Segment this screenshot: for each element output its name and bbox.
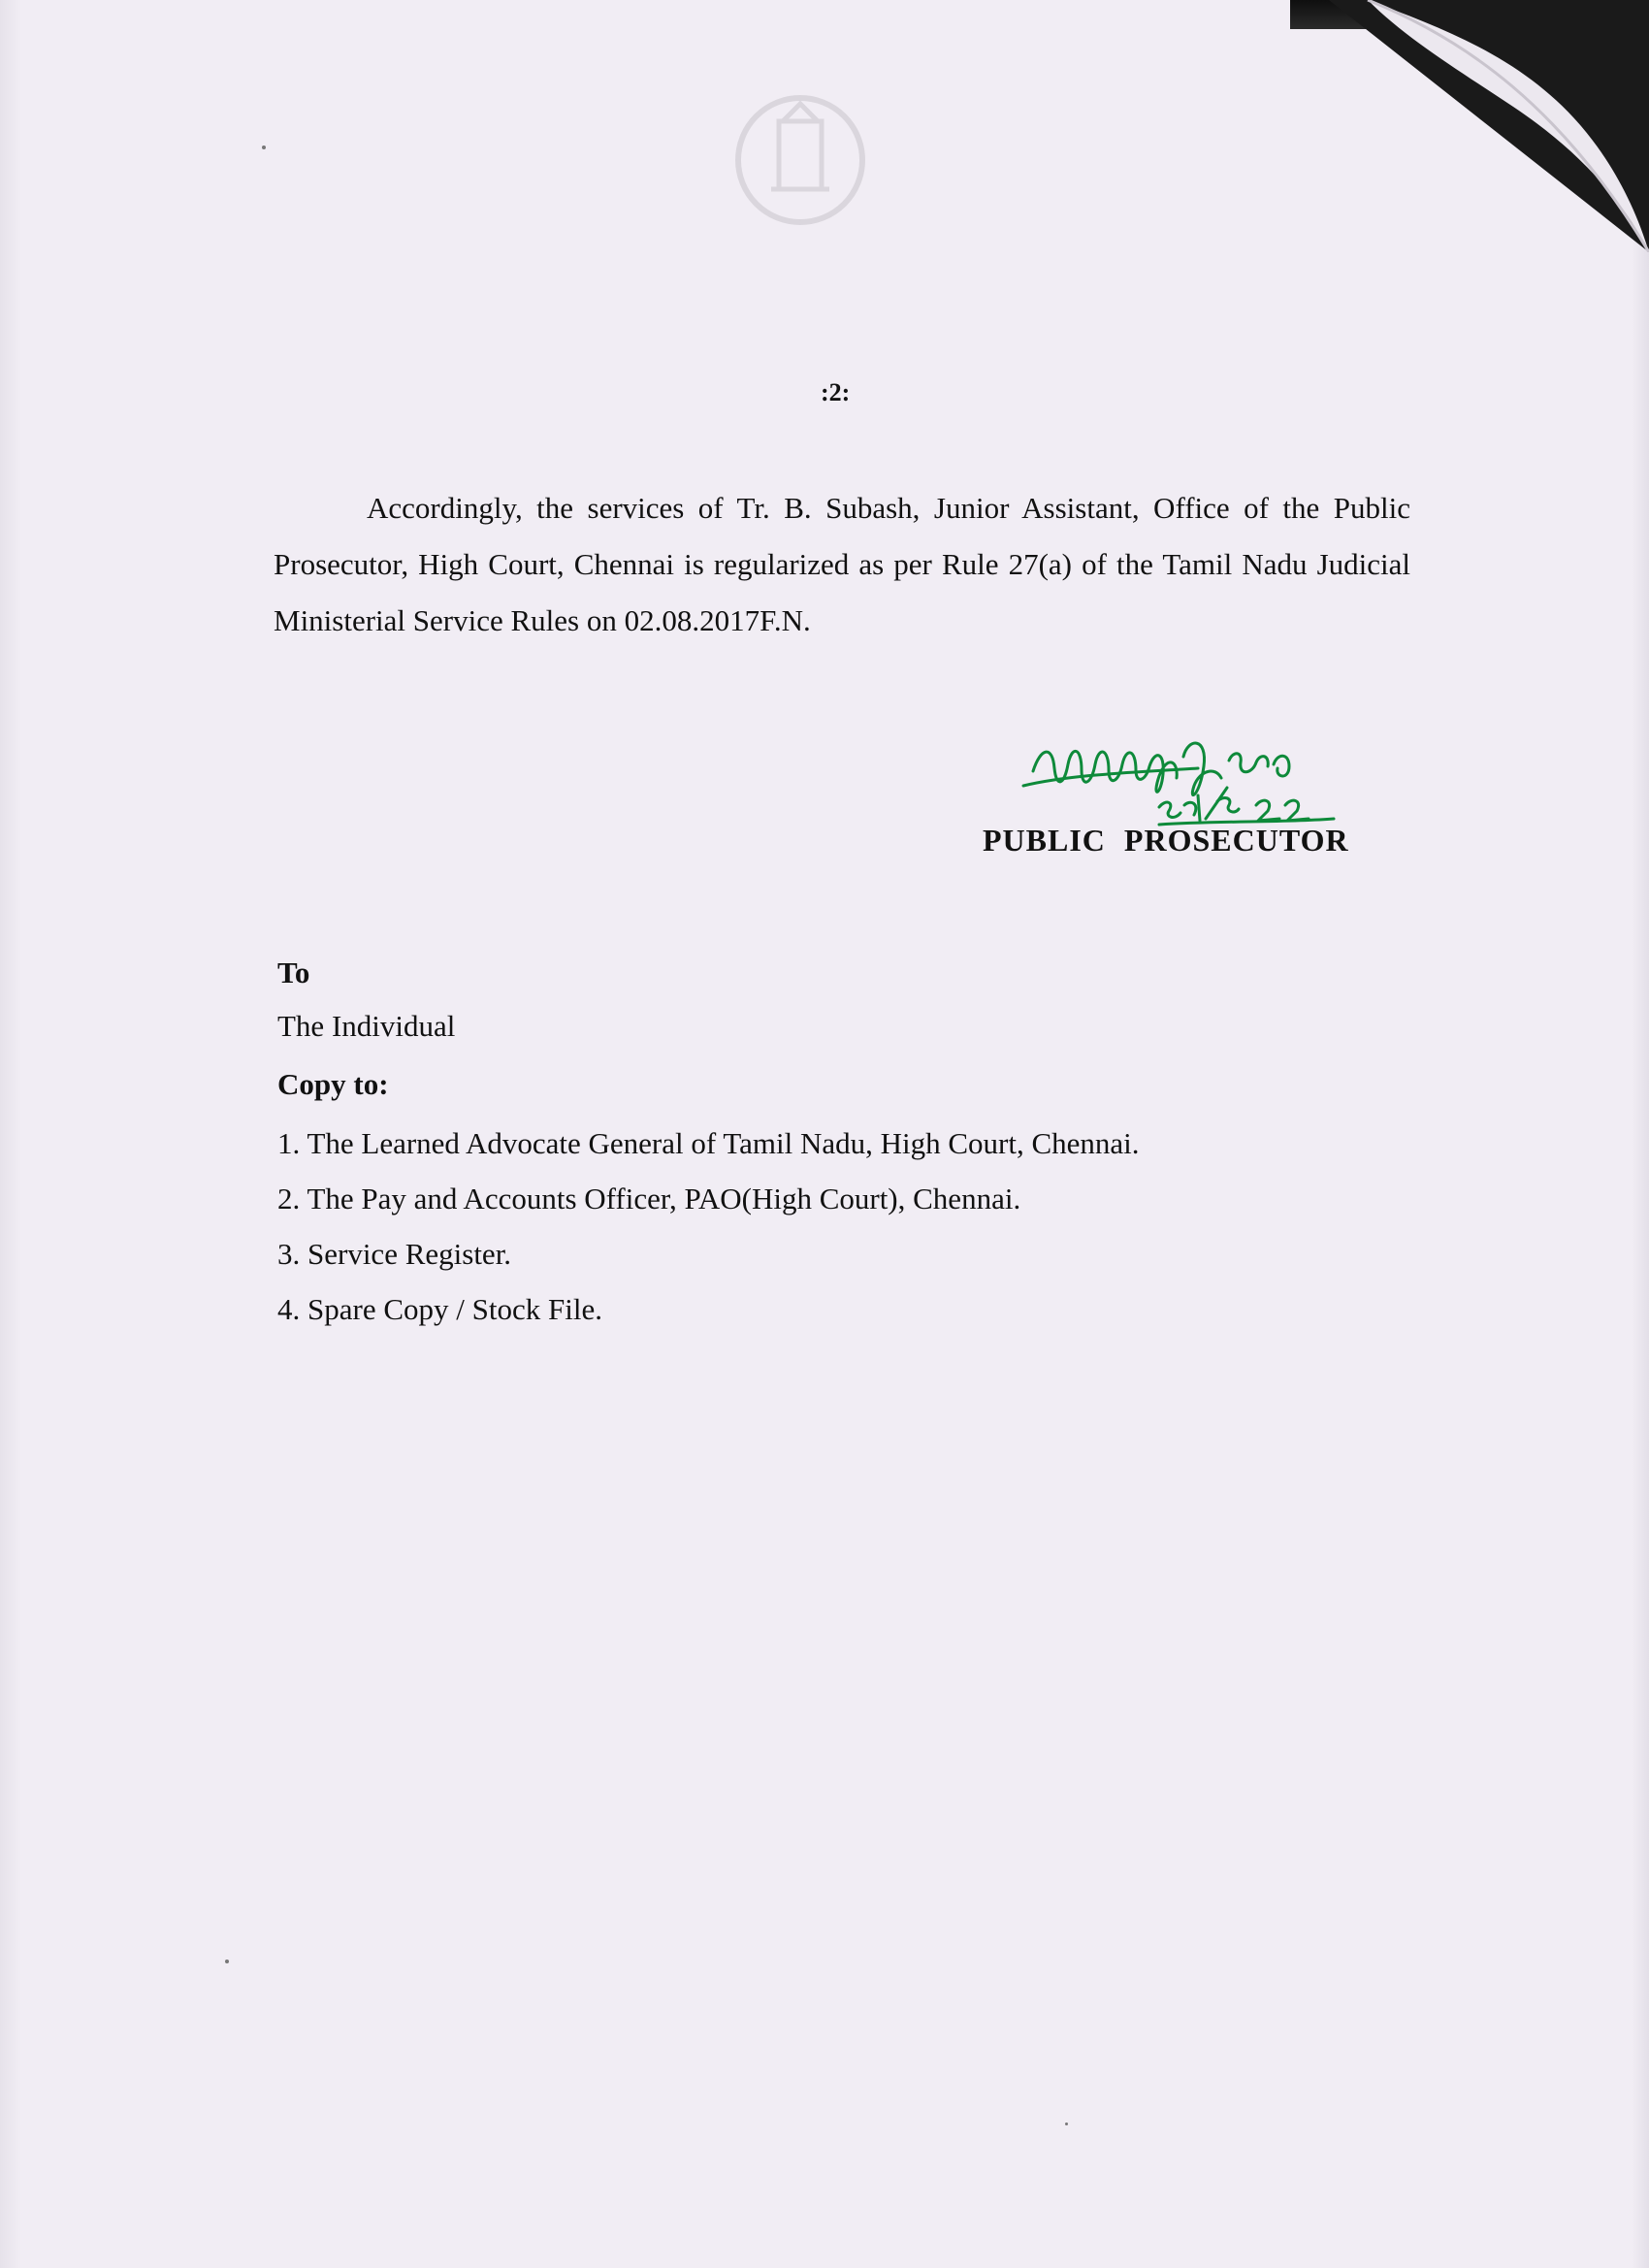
copy-to-item: 4. Spare Copy / Stock File. <box>277 1292 602 1326</box>
page-number: :2: <box>821 378 851 406</box>
scan-speck <box>262 146 266 149</box>
order-paragraph <box>274 480 1410 649</box>
signature <box>1014 728 1353 829</box>
recipient: The Individual <box>277 1009 456 1043</box>
copy-to-label: Copy to: <box>277 1067 389 1101</box>
copy-to-list <box>277 1116 1140 1337</box>
scan-speck <box>225 1960 229 1963</box>
copy-to-item: 2. The Pay and Accounts Officer, PAO(High Court), Chennai. <box>277 1182 1021 1215</box>
copy-to-item: 1. The Learned Advocate General of Tamil Nadu, High Court, Chennai. <box>277 1126 1140 1160</box>
copy-to-item: 3. Service Register. <box>277 1237 512 1271</box>
page-edge-right <box>1632 146 1649 2268</box>
signatory-designation: PUBLIC PROSECUTOR <box>983 823 1349 858</box>
order-paragraph-text: Accordingly, the services of Tr. B. Subash, Junior Assistant, Office of the Public Prosecutor, High Court, Chennai is regularized as per Rule 27(a) of the Tamil Nadu Judicial Ministerial Service Rules on 02.08.2017F.N. <box>274 491 1410 637</box>
page-edge-left <box>0 0 21 2268</box>
scan-speck <box>1065 2122 1068 2125</box>
to-label: To <box>277 956 310 989</box>
folded-corner <box>1329 0 1649 252</box>
emblem-watermark <box>732 92 868 228</box>
